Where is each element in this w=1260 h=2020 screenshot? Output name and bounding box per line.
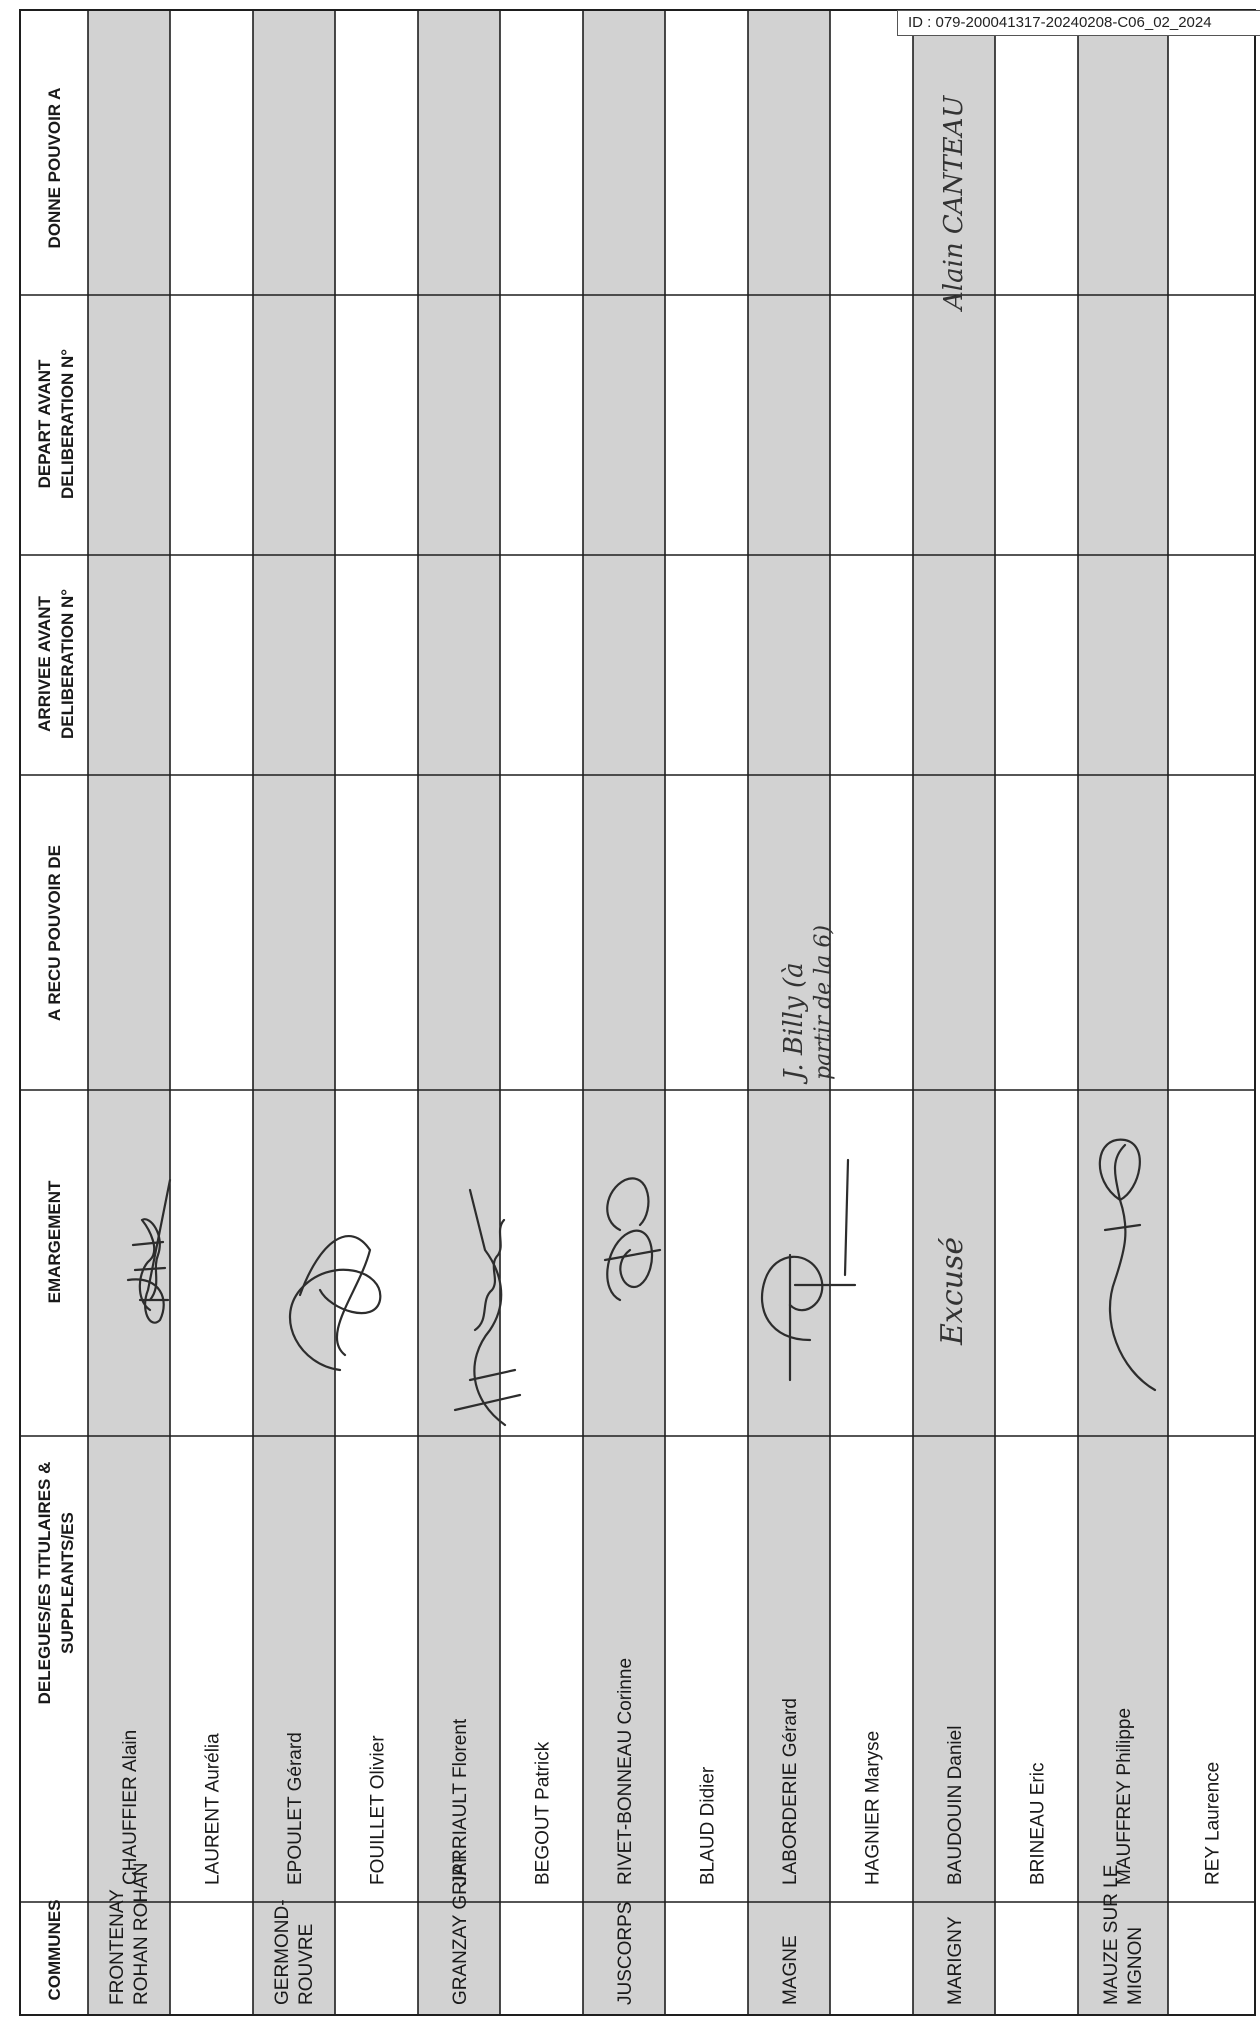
table-row <box>945 1726 966 2005</box>
table-row <box>698 1766 719 1885</box>
header-emargement: EMARGEMENT <box>45 1180 64 1304</box>
handwritten-donne-pouvoir: Alain CANTEAU <box>939 95 969 310</box>
table-row <box>863 1731 884 1885</box>
table-row <box>615 1658 636 2005</box>
commune-name: JUSCORPS <box>615 1901 636 2005</box>
delegue-name: CHAUFFIER Alain <box>120 1729 141 1885</box>
delegue-name: JARRIAULT Florent <box>450 1718 471 1885</box>
row-shade <box>418 10 500 2015</box>
table-row <box>1028 1763 1049 1885</box>
table-row <box>368 1735 389 1885</box>
header-depart-line1: DEPART AVANT <box>35 359 54 489</box>
header-delegues-line2: SUPPLEANTS/ES <box>58 1512 77 1654</box>
delegue-name: RIVET-BONNEAU Corinne <box>615 1657 636 1885</box>
row-shade <box>88 10 170 2015</box>
delegue-name: HAGNIER Maryse <box>862 1730 884 1885</box>
document-id-stamp: ID : 079-200041317-20240208-C06_02_2024 <box>897 10 1260 36</box>
handwritten-pouvoir-line1: J. Billy (à <box>779 962 809 1080</box>
table-row <box>450 1718 471 2005</box>
header-communes: COMMUNES <box>45 1899 64 2001</box>
table-row <box>1203 1762 1224 1885</box>
delegue-name: BAUDOUIN Daniel <box>945 1725 966 1885</box>
delegue-name: REY Laurence <box>1202 1761 1224 1885</box>
delegue-name: EPOULET Gérard <box>285 1732 306 1885</box>
commune-name: GERMOND- <box>272 1899 293 2005</box>
header-arrivee-line2: DELIBERATION N° <box>58 588 77 740</box>
header-recu-pouvoir: A RECU POUVOIR DE <box>45 844 64 1022</box>
commune-name: MAGNE <box>780 1935 801 2005</box>
commune-name-line2: ROHAN ROHAN <box>131 1862 152 2005</box>
header-arrivee-line1: ARRIVEE AVANT <box>35 596 54 732</box>
commune-name: MAUZE SUR LE <box>1101 1864 1122 2005</box>
commune-name: GRANZAY GRIPT <box>450 1851 471 2005</box>
delegue-name: BEGOUT Patrick <box>532 1741 554 1885</box>
table-row <box>533 1741 554 1885</box>
handwritten-pouvoir-line2: partir de la 6) <box>811 925 836 1080</box>
header-row <box>35 88 77 2001</box>
delegue-name: LAURENT Aurélia <box>202 1733 224 1885</box>
header-donne-pouvoir: DONNE POUVOIR A <box>45 87 64 249</box>
commune-name: FRONTENAY <box>107 1889 128 2005</box>
header-delegues-line1: DELEGUES/ES TITULAIRES & <box>35 1461 54 1705</box>
header-depart-line2: DELIBERATION N° <box>58 348 77 500</box>
commune-name: MARIGNY <box>945 1916 966 2005</box>
commune-name-line2: ROUVRE <box>296 1923 317 2005</box>
table-row <box>780 1698 801 2005</box>
row-shade <box>253 10 335 2015</box>
delegue-name: BRINEAU Eric <box>1027 1762 1049 1885</box>
delegue-name: LABORDERIE Gérard <box>780 1698 801 1885</box>
delegue-name: MAUFFREY Philippe <box>1114 1707 1135 1885</box>
handwritten-excuse: Excusé <box>935 1236 970 1345</box>
delegue-name: FOUILLET Olivier <box>367 1735 389 1885</box>
delegue-name: BLAUD Didier <box>697 1766 719 1885</box>
commune-name-line2: MIGNON <box>1125 1926 1146 2005</box>
table-row <box>203 1733 224 1885</box>
